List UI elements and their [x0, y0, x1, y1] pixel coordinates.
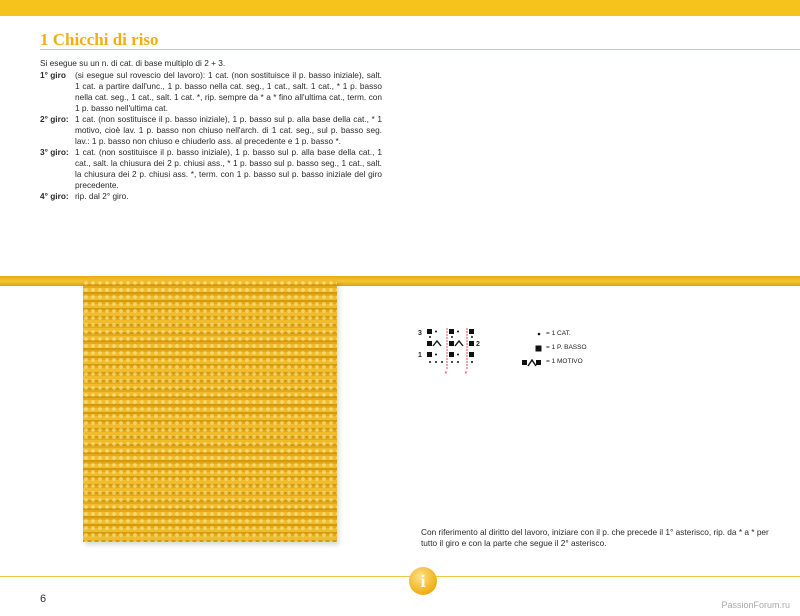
diagram-row-label: 1 [418, 352, 422, 359]
square-icon [535, 345, 542, 352]
square-icon [469, 341, 474, 346]
square-icon [469, 329, 474, 334]
legend-item [520, 327, 587, 341]
legend-item [520, 355, 587, 369]
square-icon [427, 341, 432, 346]
dot-icon [435, 354, 437, 356]
row-text: (si esegue sul rovescio del lavoro): 1 cat. (non sostituisce il p. basso iniziale), salt. 1 cat. a partire dall'unc., 1 p. basso nella cat. seg., 1 cat., salt. 1 cat., * 1 p. basso nella cat. seg., 1 cat., salt. 1 cat. *, rip. sempre da * a * fino all'ultima cat., term. con 1 p. basso nell'ultima cat. [75, 70, 382, 113]
dot-icon [451, 336, 453, 338]
motif-icon [455, 341, 463, 346]
dot-icon [429, 336, 431, 338]
dot-icon [457, 361, 459, 363]
legend-label: = 1 MOTIVO [546, 358, 583, 365]
asterisk-icon: * [464, 371, 468, 378]
dot-icon [471, 336, 473, 338]
dot-icon [435, 331, 437, 333]
page-badge: i [409, 567, 437, 595]
square-icon [427, 352, 432, 357]
dot-icon [451, 361, 453, 363]
dot-icon [429, 361, 431, 363]
row-label: 1° giro [40, 70, 66, 80]
watermark: PassionForum.ru [721, 600, 790, 610]
asterisk-icon: * [444, 371, 448, 378]
row-text: rip. dal 2° giro. [75, 191, 129, 201]
dot-icon [441, 361, 443, 363]
instructions-intro: Si esegue su un n. di cat. di base multiplo di 2 + 3. [40, 58, 226, 68]
row-text: 1 cat. (non sostituisce il p. basso iniziale), 1 p. basso sul p. alla base della cat., 1 cat., salt. la chiusura dei 2 p. chiusi ass., * 1 p. basso sul p. basso seg., 1 cat., salt. la chiusura dei 2 p. chiusi ass. *, term. con 1 p. basso sul p. basso iniziale del giro precedente. [75, 147, 382, 190]
dot-icon [457, 331, 459, 333]
square-icon [449, 352, 454, 357]
instruction-row [40, 70, 382, 114]
legend-item [520, 341, 587, 355]
motif-icon [433, 341, 441, 346]
crochet-swatch-image [83, 280, 337, 542]
motif-icon [522, 358, 542, 367]
square-icon [449, 329, 454, 334]
dot-icon [457, 354, 459, 356]
square-icon [469, 352, 474, 357]
legend-label: = 1 CAT. [546, 330, 571, 337]
top-accent-band [0, 0, 800, 16]
legend-label: = 1 P. BASSO [546, 344, 587, 351]
row-label: 3° giro: [40, 147, 69, 157]
footer-divider [0, 576, 800, 577]
square-icon [449, 341, 454, 346]
dot-icon [471, 361, 473, 363]
square-icon [427, 329, 432, 334]
row-label: 4° giro: [40, 191, 69, 201]
diagram-row-label: 2 [476, 341, 480, 348]
dot-icon [536, 331, 542, 337]
stitch-diagram [418, 326, 488, 378]
reading-note: Con riferimento al diritto del lavoro, iniziare con il p. che precede il 1° asterisco, rip. da * a * per tutto il giro e con la parte che segue il 2° asterisco. [421, 527, 769, 548]
page-number: 6 [40, 593, 47, 605]
row-label: 2° giro: [40, 114, 69, 124]
instruction-row [40, 114, 382, 147]
instruction-row [40, 191, 382, 202]
symbol-legend [520, 327, 587, 369]
page-title: 1 Chicchi di riso [40, 30, 159, 49]
diagram-row-label: 3 [418, 330, 422, 337]
dot-icon [435, 361, 437, 363]
title-divider [40, 49, 800, 50]
instruction-row [40, 147, 382, 191]
row-text: 1 cat. (non sostituisce il p. basso iniziale), 1 p. basso sul p. alla base della cat., * 1 motivo, cioè lav. 1 p. basso non chiuso nell'arch. di 1 cat. seg., sul p. basso seg. lav.: 1 p. basso non chiuso e chiuderlo ass. al precedente e 1 p. basso *. [75, 114, 382, 146]
instructions-block [40, 58, 382, 202]
